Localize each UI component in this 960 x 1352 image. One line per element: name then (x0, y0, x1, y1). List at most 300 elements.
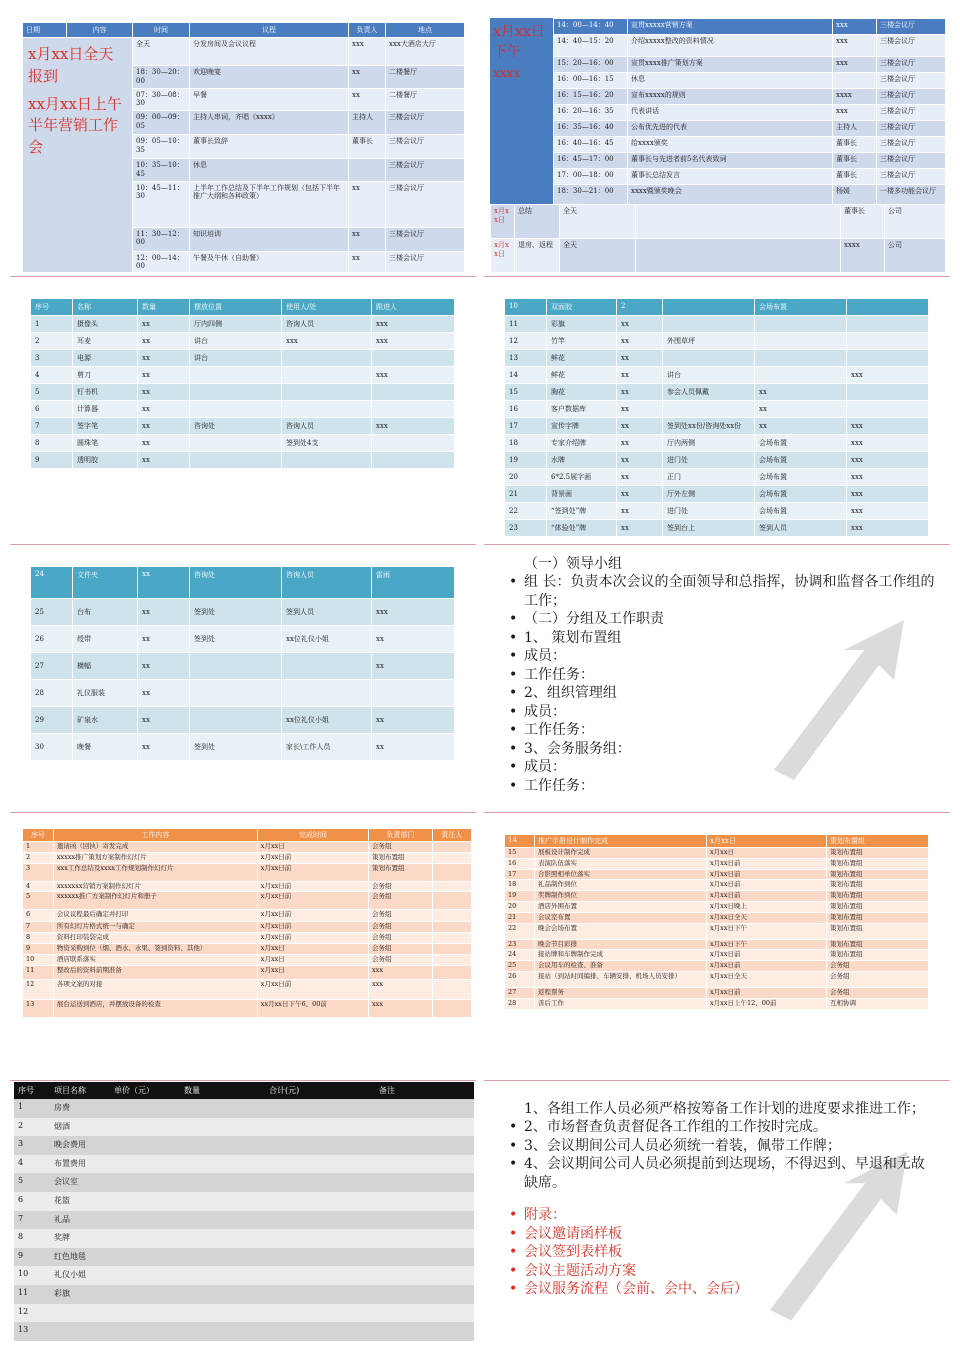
empty-cell (110, 1173, 180, 1192)
table-cell: 邀请函（回执）寄发完成 (53, 842, 257, 853)
list-item: • 2、组织管理组 (506, 684, 936, 702)
table-cell: 物资采购到位（烟、酒水、水果、签到资料、其他） (53, 943, 257, 954)
table-cell: 耳麦 (73, 333, 138, 350)
empty-cell (265, 1173, 375, 1192)
table-cell: 会议室布置 (535, 912, 707, 923)
table-cell: 1 (14, 1099, 50, 1118)
table-cell: 17 (505, 418, 547, 435)
table-cell: 10 (23, 954, 54, 965)
table-cell: x月xx日上午12、00前 (707, 998, 827, 1009)
empty-cell (375, 1266, 474, 1285)
table-cell: 签到人员 (755, 520, 847, 537)
table-cell: 所有幻灯片格式统一与确定 (53, 922, 257, 933)
empty-cell (180, 1266, 265, 1285)
table-cell: 厅内四侧 (190, 316, 282, 333)
table-row (31, 734, 455, 761)
table-cell: 鲜花 (547, 367, 617, 384)
agenda-cell: 董事长致辞 (190, 135, 349, 159)
table-cell: 15 (505, 848, 535, 859)
table-cell: xx (138, 734, 190, 761)
table-cell: 礼仪小姐 (50, 1266, 110, 1285)
table-cell: 3 (14, 1136, 50, 1155)
empty-cell (180, 1136, 265, 1155)
empty-cell (180, 1285, 265, 1304)
owner-cell: xx (349, 227, 386, 251)
table-row (554, 57, 946, 73)
table-cell (190, 707, 282, 734)
table-row (31, 599, 455, 626)
table-cell: “签到处”牌 (547, 503, 617, 520)
empty-cell (180, 1155, 265, 1174)
table-cell: 红色地毯 (50, 1248, 110, 1267)
table-cell: 22 (505, 923, 535, 939)
owner-cell: xx (349, 66, 386, 89)
table-cell: 12 (505, 333, 547, 350)
table-cell: 11 (14, 1285, 50, 1304)
table-cell: 17 (505, 869, 535, 880)
time-cell: 14：40—15：20 (554, 35, 628, 57)
table-cell: xx (617, 401, 663, 418)
header-cell: 数量 (180, 1082, 265, 1099)
table-cell: 外围草坪 (663, 333, 755, 350)
table-row (505, 971, 929, 987)
table-cell: 2 (14, 1118, 50, 1137)
table-cell: x月xx日前 (707, 880, 827, 891)
time-cell: 12：00—14：00 (133, 251, 190, 272)
agenda-table-2-tail (490, 204, 946, 272)
table-cell: 参会人员佩戴 (663, 384, 755, 401)
empty-cell (180, 1248, 265, 1267)
table-cell: xx (372, 734, 455, 761)
table-cell: 会务组 (369, 933, 433, 944)
table-cell: x月xx日前 (707, 961, 827, 972)
empty-cell (265, 1192, 375, 1211)
afternoon-block (490, 18, 553, 204)
table-row (505, 923, 929, 939)
table-cell (372, 384, 455, 401)
place-cell: xxx大酒店大厅 (386, 38, 465, 66)
owner-cell: xxxx (833, 89, 877, 105)
place-cell: 三楼会议厅 (877, 105, 946, 121)
header-cell: 序号 (14, 1082, 50, 1099)
table-cell: 进门处 (663, 452, 755, 469)
table-cell: 会场布置 (755, 435, 847, 452)
table-row (505, 998, 929, 1009)
table-cell (432, 881, 471, 892)
table-cell: 会务组 (369, 842, 433, 853)
table-cell: 花篮 (50, 1192, 110, 1211)
table-cell: xx位礼仪小姐 (282, 707, 372, 734)
place-cell: 三楼会议厅 (877, 73, 946, 89)
table-cell: xxx工作总结及xxxx工作规划制作幻灯片 (53, 863, 257, 881)
table-row (23, 881, 472, 892)
empty-cell (375, 1155, 474, 1174)
header-cell (663, 299, 755, 316)
header-cell: 备注 (375, 1082, 474, 1099)
table-cell: xx (138, 418, 190, 435)
agenda-cell: 介绍xxxxx整改的资料情况 (628, 35, 833, 57)
header-cell: 单价（元） (110, 1082, 180, 1099)
place-cell: 三楼会议厅 (386, 111, 465, 135)
table-row (31, 333, 455, 350)
owner-cell: xx (349, 181, 386, 227)
agenda-cell: 宣布xxxxx的规则 (628, 89, 833, 105)
table-cell: xx (138, 367, 190, 384)
empty-cell (375, 1099, 474, 1118)
agenda-cell (636, 239, 841, 273)
time-cell: 16：00—16：15 (554, 73, 628, 89)
header-cell: 推广手册设计制作完成 (535, 835, 707, 848)
place-cell: 三楼会议厅 (877, 57, 946, 73)
table-cell: xxx (369, 999, 433, 1017)
table-cell: 13 (14, 1322, 50, 1341)
place-cell: 三楼会议厅 (386, 251, 465, 272)
empty-cell (265, 1266, 375, 1285)
table-cell: 布置费用 (50, 1155, 110, 1174)
table-cell: 13 (23, 999, 54, 1017)
empty-cell (375, 1248, 474, 1267)
table-cell (432, 863, 471, 881)
table-row (14, 1229, 474, 1248)
table-row (554, 73, 946, 89)
table-header (31, 299, 455, 316)
table-row (554, 137, 946, 153)
table-cell: 策划布置组 (827, 912, 929, 923)
place-cell: 三楼会议厅 (386, 181, 465, 227)
table-cell (432, 999, 471, 1017)
table-cell: x月xx日 (257, 965, 368, 979)
table-cell (847, 333, 929, 350)
table-cell: 晚会会场布置 (535, 923, 707, 939)
table-cell: 5 (14, 1173, 50, 1192)
header-cell: 地点 (386, 23, 465, 38)
time-cell: 09：05—10：35 (133, 135, 190, 159)
table-cell: 签到处4支 (282, 435, 372, 452)
table-cell: 6*2.5展字画 (547, 469, 617, 486)
agenda-cell (636, 205, 841, 239)
empty-cell (265, 1322, 375, 1341)
table-cell: 电源 (73, 350, 138, 367)
table-row (23, 38, 465, 66)
table-cell: 宣传字牌 (547, 418, 617, 435)
table-cell: 彩旗 (547, 316, 617, 333)
time-cell: 16：45—17：00 (554, 153, 628, 169)
empty-cell (265, 1136, 375, 1155)
table-row (31, 653, 455, 680)
table-cell: xx (755, 384, 847, 401)
owner-cell: 董事长 (833, 169, 877, 185)
time-cell: 18：30—21：00 (554, 185, 628, 207)
agenda-cell: 给xxxx颁奖 (628, 137, 833, 153)
place-cell: 三楼会议厅 (877, 169, 946, 185)
empty-cell (110, 1322, 180, 1341)
table-cell: 8 (31, 435, 73, 452)
table-row (31, 452, 455, 469)
requirements-text (506, 1100, 936, 1299)
appendix-item: • 会议签到表样板 (506, 1243, 936, 1261)
empty-cell (110, 1192, 180, 1211)
table-cell: 晚会节目彩排 (535, 939, 707, 950)
table-cell: 27 (31, 653, 73, 680)
table-cell: 钉书机 (73, 384, 138, 401)
table-row (23, 910, 472, 922)
list-item: • 成员： (506, 647, 936, 665)
table-cell (847, 401, 929, 418)
table-cell (282, 350, 372, 367)
agenda-cell: 休息 (190, 159, 349, 182)
empty-cell (110, 1229, 180, 1248)
list-item: • 工作任务： (506, 666, 936, 684)
table-cell: 厅外左侧 (663, 486, 755, 503)
table-cell: xxx (372, 316, 455, 333)
table-row (14, 1211, 474, 1230)
table-cell: 会议室 (50, 1173, 110, 1192)
table-cell: 策划布置组 (827, 923, 929, 939)
list-item: （一）领导小组 (524, 556, 622, 572)
table-cell: 剪刀 (73, 367, 138, 384)
table-cell: 策划布置组 (369, 852, 433, 863)
time-cell: 18：30—20：00 (133, 66, 190, 89)
table-cell: 5 (31, 384, 73, 401)
table-cell (372, 680, 455, 707)
agenda-cell: 宣贯xxxx推广策划方案 (628, 57, 833, 73)
list-item: • 3、会务服务组： (506, 740, 936, 758)
table-cell: xxx (372, 367, 455, 384)
table-cell: 晚会费用 (50, 1136, 110, 1155)
table-cell: xxx (372, 418, 455, 435)
time-cell: 16：15—16：20 (554, 89, 628, 105)
empty-cell (110, 1266, 180, 1285)
agenda-cell: 上半年工作总结及下半年工作规划（包括下半年推广大纲和各种政策） (190, 181, 349, 227)
table-row (505, 848, 929, 859)
table-cell (190, 384, 282, 401)
table-row (505, 858, 929, 869)
table-cell (282, 653, 372, 680)
table-row (14, 1099, 474, 1118)
table-cell: 表演队伍落实 (535, 858, 707, 869)
table-cell: 讲台 (190, 350, 282, 367)
table-row (505, 880, 929, 891)
table-cell: x月xx日前 (707, 869, 827, 880)
time-cell: 14：00—14：40 (554, 19, 628, 35)
table-cell: 1 (31, 316, 73, 333)
table-row (14, 1192, 474, 1211)
table-cell (847, 316, 929, 333)
slide-materials-3 (10, 550, 476, 808)
table-cell: 策划布置组 (827, 891, 929, 902)
table-cell: x月xx日 (257, 842, 368, 853)
place-cell: 三楼会议厅 (877, 153, 946, 169)
table-cell: 会务组 (827, 987, 929, 998)
table-cell: xx (138, 401, 190, 418)
table-row (31, 316, 455, 333)
empty-cell (265, 1118, 375, 1137)
slide-tasks-2 (484, 818, 950, 1076)
table-cell: xx (617, 503, 663, 520)
owner-cell: xx (349, 88, 386, 111)
table-row (14, 1118, 474, 1137)
table-row (505, 367, 929, 384)
table-row (31, 350, 455, 367)
table-cell: 签到台上 (663, 520, 755, 537)
table-cell: 1 (23, 842, 54, 853)
table-row (505, 418, 929, 435)
table-row (505, 912, 929, 923)
table-cell (847, 350, 929, 367)
table-header (23, 23, 465, 38)
table-cell: x月xx日下午 (707, 923, 827, 939)
owner-cell: xxx (833, 19, 877, 35)
table-cell (847, 384, 929, 401)
table-cell: 策划布置组 (827, 858, 929, 869)
table-cell (432, 933, 471, 944)
table-cell: 水牌 (547, 452, 617, 469)
table-cell: 策划布置组 (827, 869, 929, 880)
table-cell: xx (138, 599, 190, 626)
table-cell: 签到处xx份/咨询处xx份 (663, 418, 755, 435)
owner-cell: xxx (349, 38, 386, 66)
table-row (31, 707, 455, 734)
table-cell: xx (138, 707, 190, 734)
owner-cell: xxx (833, 35, 877, 57)
date-cell: x月xx日 (491, 205, 515, 239)
empty-cell (180, 1322, 265, 1341)
list-item: 1、各组工作人员必须严格按筹备工作计划的进度要求推进工作； (524, 1101, 925, 1117)
table-cell (755, 316, 847, 333)
empty-cell (265, 1229, 375, 1248)
list-item: • 成员： (506, 758, 936, 776)
table-cell: xxxxx推广策划方案制作幻灯片 (53, 852, 257, 863)
table-cell: xx (617, 452, 663, 469)
header-cell: 策划布置组 (827, 835, 929, 848)
side-date-2: xx月xx日上午半年营销工作会 (28, 94, 122, 156)
agenda-cell: 董事长与先进者前5名代表致词 (628, 153, 833, 169)
table-cell: x月xx日晚上 (707, 901, 827, 912)
content-cell: 总结 (515, 205, 560, 239)
date-cell: x月xx日 (491, 239, 515, 273)
table-cell: 策划布置组 (827, 880, 929, 891)
empty-cell (110, 1304, 180, 1323)
agenda-table-2 (553, 18, 946, 207)
table-row (31, 418, 455, 435)
table-cell (755, 367, 847, 384)
table-cell (190, 653, 282, 680)
table-cell: 11 (23, 965, 54, 979)
table-cell (190, 452, 282, 469)
table-header (23, 829, 472, 842)
table-cell: 12 (14, 1304, 50, 1323)
table-cell: 进门处 (663, 503, 755, 520)
table-cell: 21 (505, 486, 547, 503)
table-cell: 彩旗 (50, 1285, 110, 1304)
table-cell (190, 367, 282, 384)
time-cell: 17：00—18：00 (554, 169, 628, 185)
table-cell: 接站（到站时间编排、车辆安排、机场人员安排） (535, 971, 707, 987)
place-cell: 三楼会议厅 (877, 121, 946, 137)
table-row (554, 153, 946, 169)
header-cell: 负责部门 (369, 829, 433, 842)
list-item: • 1、 策划布置组 (506, 629, 936, 647)
table-cell (755, 333, 847, 350)
table-row (505, 950, 929, 961)
table-row (491, 239, 946, 273)
table-cell: 20 (505, 901, 535, 912)
table-cell (50, 1304, 110, 1323)
table-cell: x月xx日前 (707, 891, 827, 902)
table-cell: xx (372, 707, 455, 734)
empty-cell (265, 1099, 375, 1118)
table-row (14, 1155, 474, 1174)
table-cell: 3 (23, 863, 54, 881)
table-cell: xxx (369, 965, 433, 979)
table-cell: xx (617, 469, 663, 486)
agenda-cell: 休息 (628, 73, 833, 89)
agenda-cell: 知识培训 (190, 227, 349, 251)
table-header (505, 299, 929, 316)
table-row (554, 105, 946, 121)
table-cell (432, 892, 471, 910)
table-cell: xx (138, 384, 190, 401)
table-cell: 晚餐 (73, 734, 138, 761)
table-cell: xxx (372, 333, 455, 350)
table-row (505, 987, 929, 998)
table-cell (663, 316, 755, 333)
empty-cell (180, 1099, 265, 1118)
owner-cell: 主持人 (349, 111, 386, 135)
header-cell: 24 (31, 567, 73, 599)
table-cell: 会务组 (369, 954, 433, 965)
table-cell: 会场布置 (755, 486, 847, 503)
table-cell: xx (372, 626, 455, 653)
table-cell (432, 954, 471, 965)
slide-budget (10, 1082, 476, 1344)
header-cell: 责任人 (432, 829, 471, 842)
table-row (505, 520, 929, 537)
table-cell: x月xx日前 (257, 979, 368, 999)
table-cell: 19 (505, 891, 535, 902)
table-row (14, 1173, 474, 1192)
table-cell: 矿泉水 (73, 707, 138, 734)
table-row (505, 384, 929, 401)
header-cell: xx (138, 567, 190, 599)
table-row (554, 121, 946, 137)
empty-cell (180, 1211, 265, 1230)
table-cell (372, 401, 455, 418)
table-cell: xxx (372, 599, 455, 626)
table-cell: 策划布置组 (369, 863, 433, 881)
table-cell: 策划布置组 (827, 848, 929, 859)
place-cell: 三楼会议厅 (877, 89, 946, 105)
table-row (505, 452, 929, 469)
table-cell: 专家介绍牌 (547, 435, 617, 452)
empty-cell (375, 1322, 474, 1341)
table-row (14, 1266, 474, 1285)
table-cell (432, 979, 471, 999)
table-cell: 策划布置组 (827, 939, 929, 950)
table-cell: x月xx日前 (707, 987, 827, 998)
table-cell: 9 (14, 1248, 50, 1267)
table-row (23, 863, 472, 881)
table-header (14, 1082, 474, 1099)
table-cell: 返程票务 (535, 987, 707, 998)
table-cell: 讲台 (663, 367, 755, 384)
table-cell: 策划布置组 (827, 901, 929, 912)
header-cell: 日期 (23, 23, 67, 38)
owner-cell: 董事长 (833, 153, 877, 169)
table-cell: xx (617, 367, 663, 384)
list-item: • 3、会议期间公司人员必须统一着装，佩带工作牌； (506, 1137, 936, 1155)
header-cell: 内容 (67, 23, 133, 38)
